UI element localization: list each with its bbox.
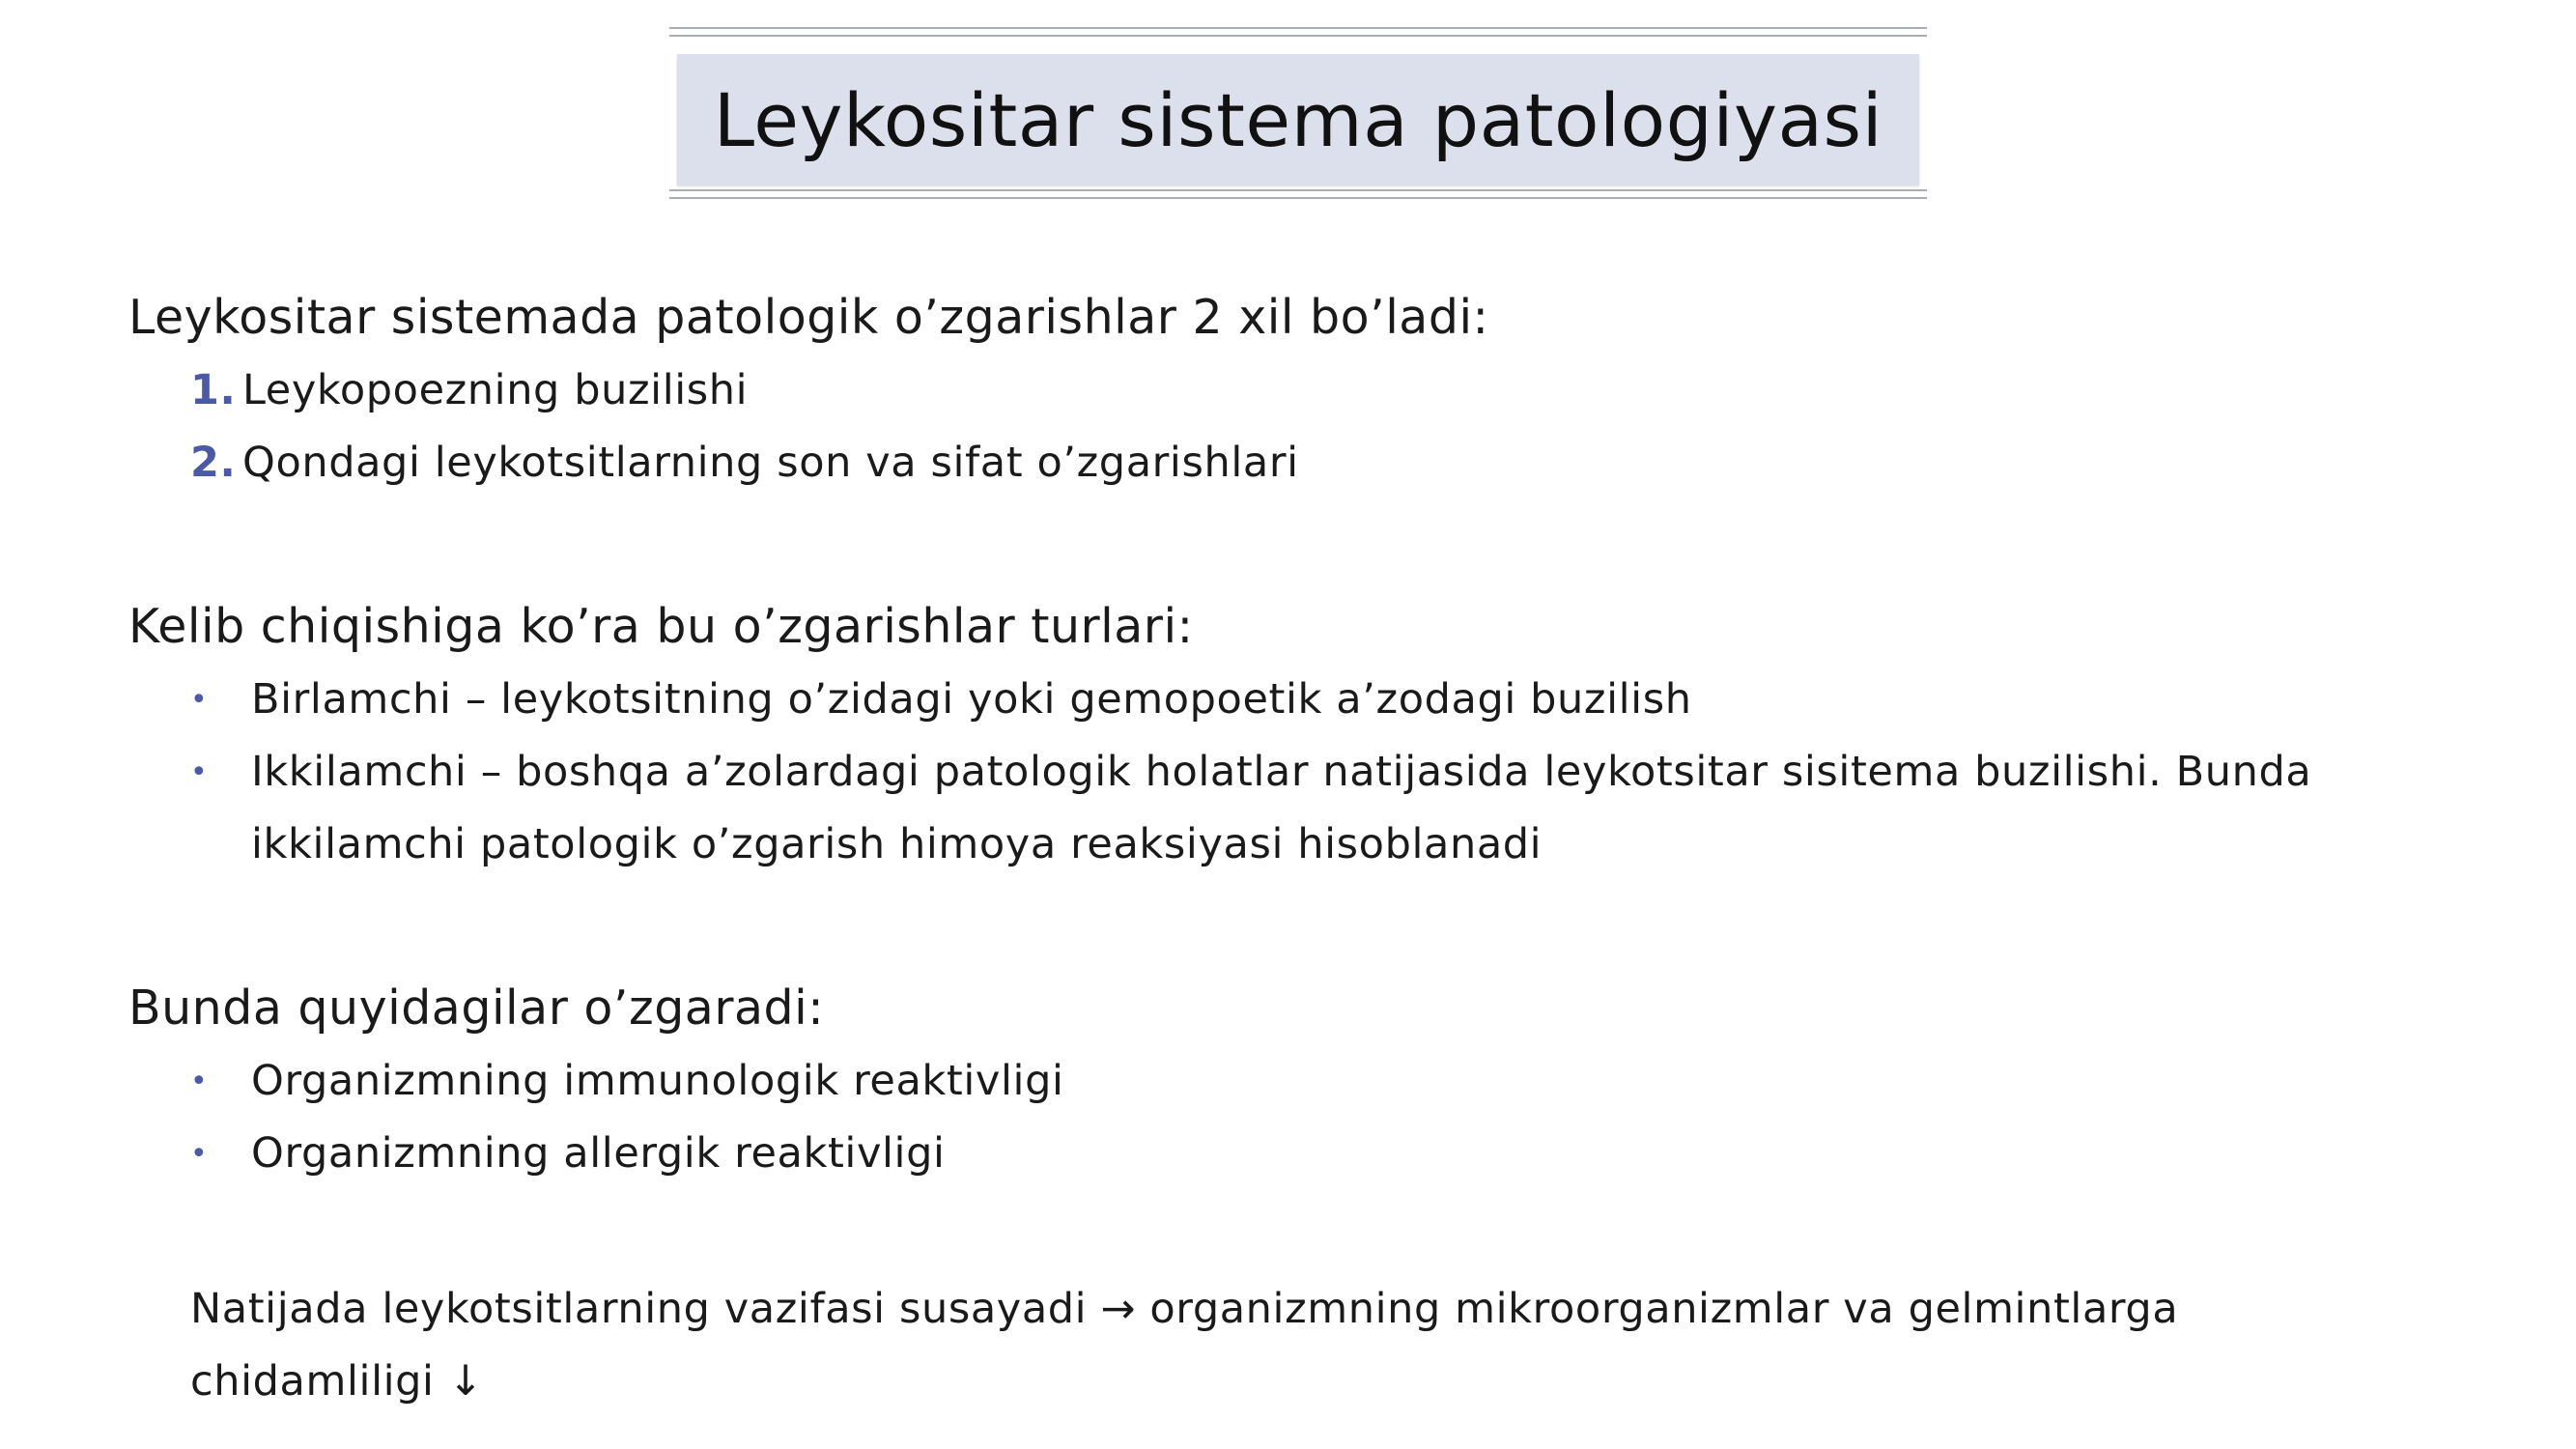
- section-origin-types: [128, 599, 2524, 881]
- bullet-list: [128, 1045, 2524, 1190]
- title-bottom-rule: [669, 197, 1927, 199]
- bullet-icon: •: [190, 755, 209, 789]
- section-heading: Leykositar sistemada patologik o’zgarishlar 2 xil bo’ladi:: [128, 290, 1489, 345]
- list-item: [128, 427, 2524, 499]
- list-item: [128, 1045, 2524, 1118]
- list-item-text: Organizmning immunologik reaktivligi: [251, 1057, 1064, 1105]
- title-box: [677, 54, 1919, 185]
- list-item-text: Ikkilamchi – boshqa a’zolardagi patologik holatlar natijasida leykotsitar sisitema buzilishi. Bunda ikkilamchi patologik o’zgarish himoya reaksiyasi hisoblanadi: [251, 748, 2312, 868]
- list-item: [128, 736, 2524, 881]
- title-frame: [669, 27, 1927, 199]
- list-number: 2.: [190, 439, 237, 487]
- list-item-text: Organizmning allergik reaktivligi: [251, 1129, 946, 1178]
- bullet-list: [128, 664, 2524, 881]
- list-item-text: Leykopoezning buzilishi: [242, 366, 749, 414]
- title-bottom-rule-inner: [669, 189, 1927, 191]
- bullet-icon: •: [190, 1065, 209, 1098]
- section-heading: Kelib chiqishiga ko’ra bu o’zgarishlar turlari:: [128, 599, 1194, 654]
- title-top-rule-inner: [669, 35, 1927, 37]
- list-item-text: Qondagi leykotsitlarning son va sifat o’zgarishlari: [242, 439, 1299, 487]
- list-item: [128, 664, 2524, 736]
- title-top-rule: [669, 27, 1927, 29]
- section-classification: [128, 290, 2524, 499]
- section-heading: Bunda quyidagilar o’zgaradi:: [128, 980, 825, 1036]
- section-changes: [128, 980, 2524, 1190]
- bullet-icon: •: [190, 1137, 209, 1171]
- list-item: [128, 1118, 2524, 1190]
- numbered-list: [128, 355, 2524, 499]
- bullet-icon: •: [190, 683, 209, 717]
- list-item: [128, 355, 2524, 427]
- list-number: 1.: [190, 366, 237, 414]
- conclusion-text: Natijada leykotsitlarning vazifasi susayadi → organizmning mikroorganizmlar va gelmintlarga chidamliligi ↓: [190, 1285, 2179, 1406]
- list-item-text: Birlamchi – leykotsitning o’zidagi yoki gemopoetik a’zodagi buzilish: [251, 675, 1692, 724]
- slide-title: Leykositar sistema patologiyasi: [713, 76, 1883, 163]
